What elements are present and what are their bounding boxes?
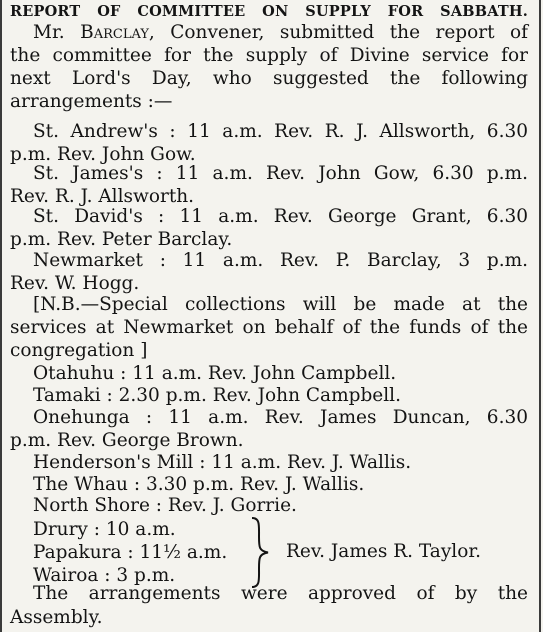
entry-hendersons-mill: Henderson's Mill : 11 a.m. Rev. J. Wallis. xyxy=(33,452,412,473)
closing-line-1: The arrangements were approved of by the xyxy=(33,583,528,604)
note-line-1: [N.B.—Special collections will be made at the xyxy=(33,294,528,315)
entry-drury: Drury : 10 a.m. xyxy=(33,519,176,540)
curly-brace xyxy=(246,515,276,590)
grouped-services xyxy=(10,515,528,590)
entry-onehunga-cont: p.m. Rev. George Brown. xyxy=(10,430,244,451)
entry-wairoa: Wairoa : 3 p.m. xyxy=(33,565,176,586)
entry-st-davids: St. David's : 11 a.m. Rev. George Grant, 6.30 xyxy=(33,206,528,227)
entry-st-davids-cont: p.m. Rev. Peter Barclay. xyxy=(10,229,233,250)
note-line-3: congregation ] xyxy=(10,340,148,361)
entry-newmarket: Newmarket : 11 a.m. Rev. P. Barclay, 3 p.m. xyxy=(33,250,528,271)
intro-line-3: next Lord's Day, who suggested the following xyxy=(10,68,528,89)
closing-line-2: Assembly. xyxy=(10,607,103,628)
intro-prefix: Mr. xyxy=(33,22,81,43)
entry-onehunga: Onehunga : 11 a.m. Rev. James Duncan, 6.30 xyxy=(33,407,528,428)
note-line-2: services at Newmarket on behalf of the funds of the xyxy=(10,317,528,338)
intro-line-4: arrangements :— xyxy=(10,91,173,112)
entry-st-andrews: St. Andrew's : 11 a.m. Rev. R. J. Allsworth, 6.30 xyxy=(33,121,528,142)
column-rule-left xyxy=(0,0,2,632)
entry-tamaki: Tamaki : 2.30 p.m. Rev. John Campbell. xyxy=(33,385,401,406)
article-heading: REPORT OF COMMITTEE ON SUPPLY FOR SABBATH. xyxy=(10,3,528,20)
entry-newmarket-cont: Rev. W. Hogg. xyxy=(10,273,140,294)
entry-north-shore: North Shore : Rev. J. Gorrie. xyxy=(33,495,297,516)
entry-st-james: St. James's : 11 a.m. Rev. John Gow, 6.30 p.m. xyxy=(33,163,528,184)
entry-papakura: Papakura : 11½ a.m. xyxy=(33,542,228,563)
entry-otahuhu: Otahuhu : 11 a.m. Rev. John Campbell. xyxy=(33,363,397,384)
intro-line-2: the committee for the supply of Divine service for xyxy=(10,45,528,66)
entry-st-andrews-cont: p.m. Rev. John Gow. xyxy=(10,144,196,165)
convener-name: Barclay xyxy=(80,22,149,43)
grouped-minister: Rev. James R. Taylor. xyxy=(286,541,482,562)
column-rule-right xyxy=(539,0,541,632)
intro-line-1 xyxy=(10,21,528,45)
intro-line-1-rest: , Convener, submitted the report of xyxy=(148,22,528,43)
entry-the-whau: The Whau : 3.30 p.m. Rev. J. Wallis. xyxy=(33,474,365,495)
entry-st-james-cont: Rev. R. J. Allsworth. xyxy=(10,186,195,207)
